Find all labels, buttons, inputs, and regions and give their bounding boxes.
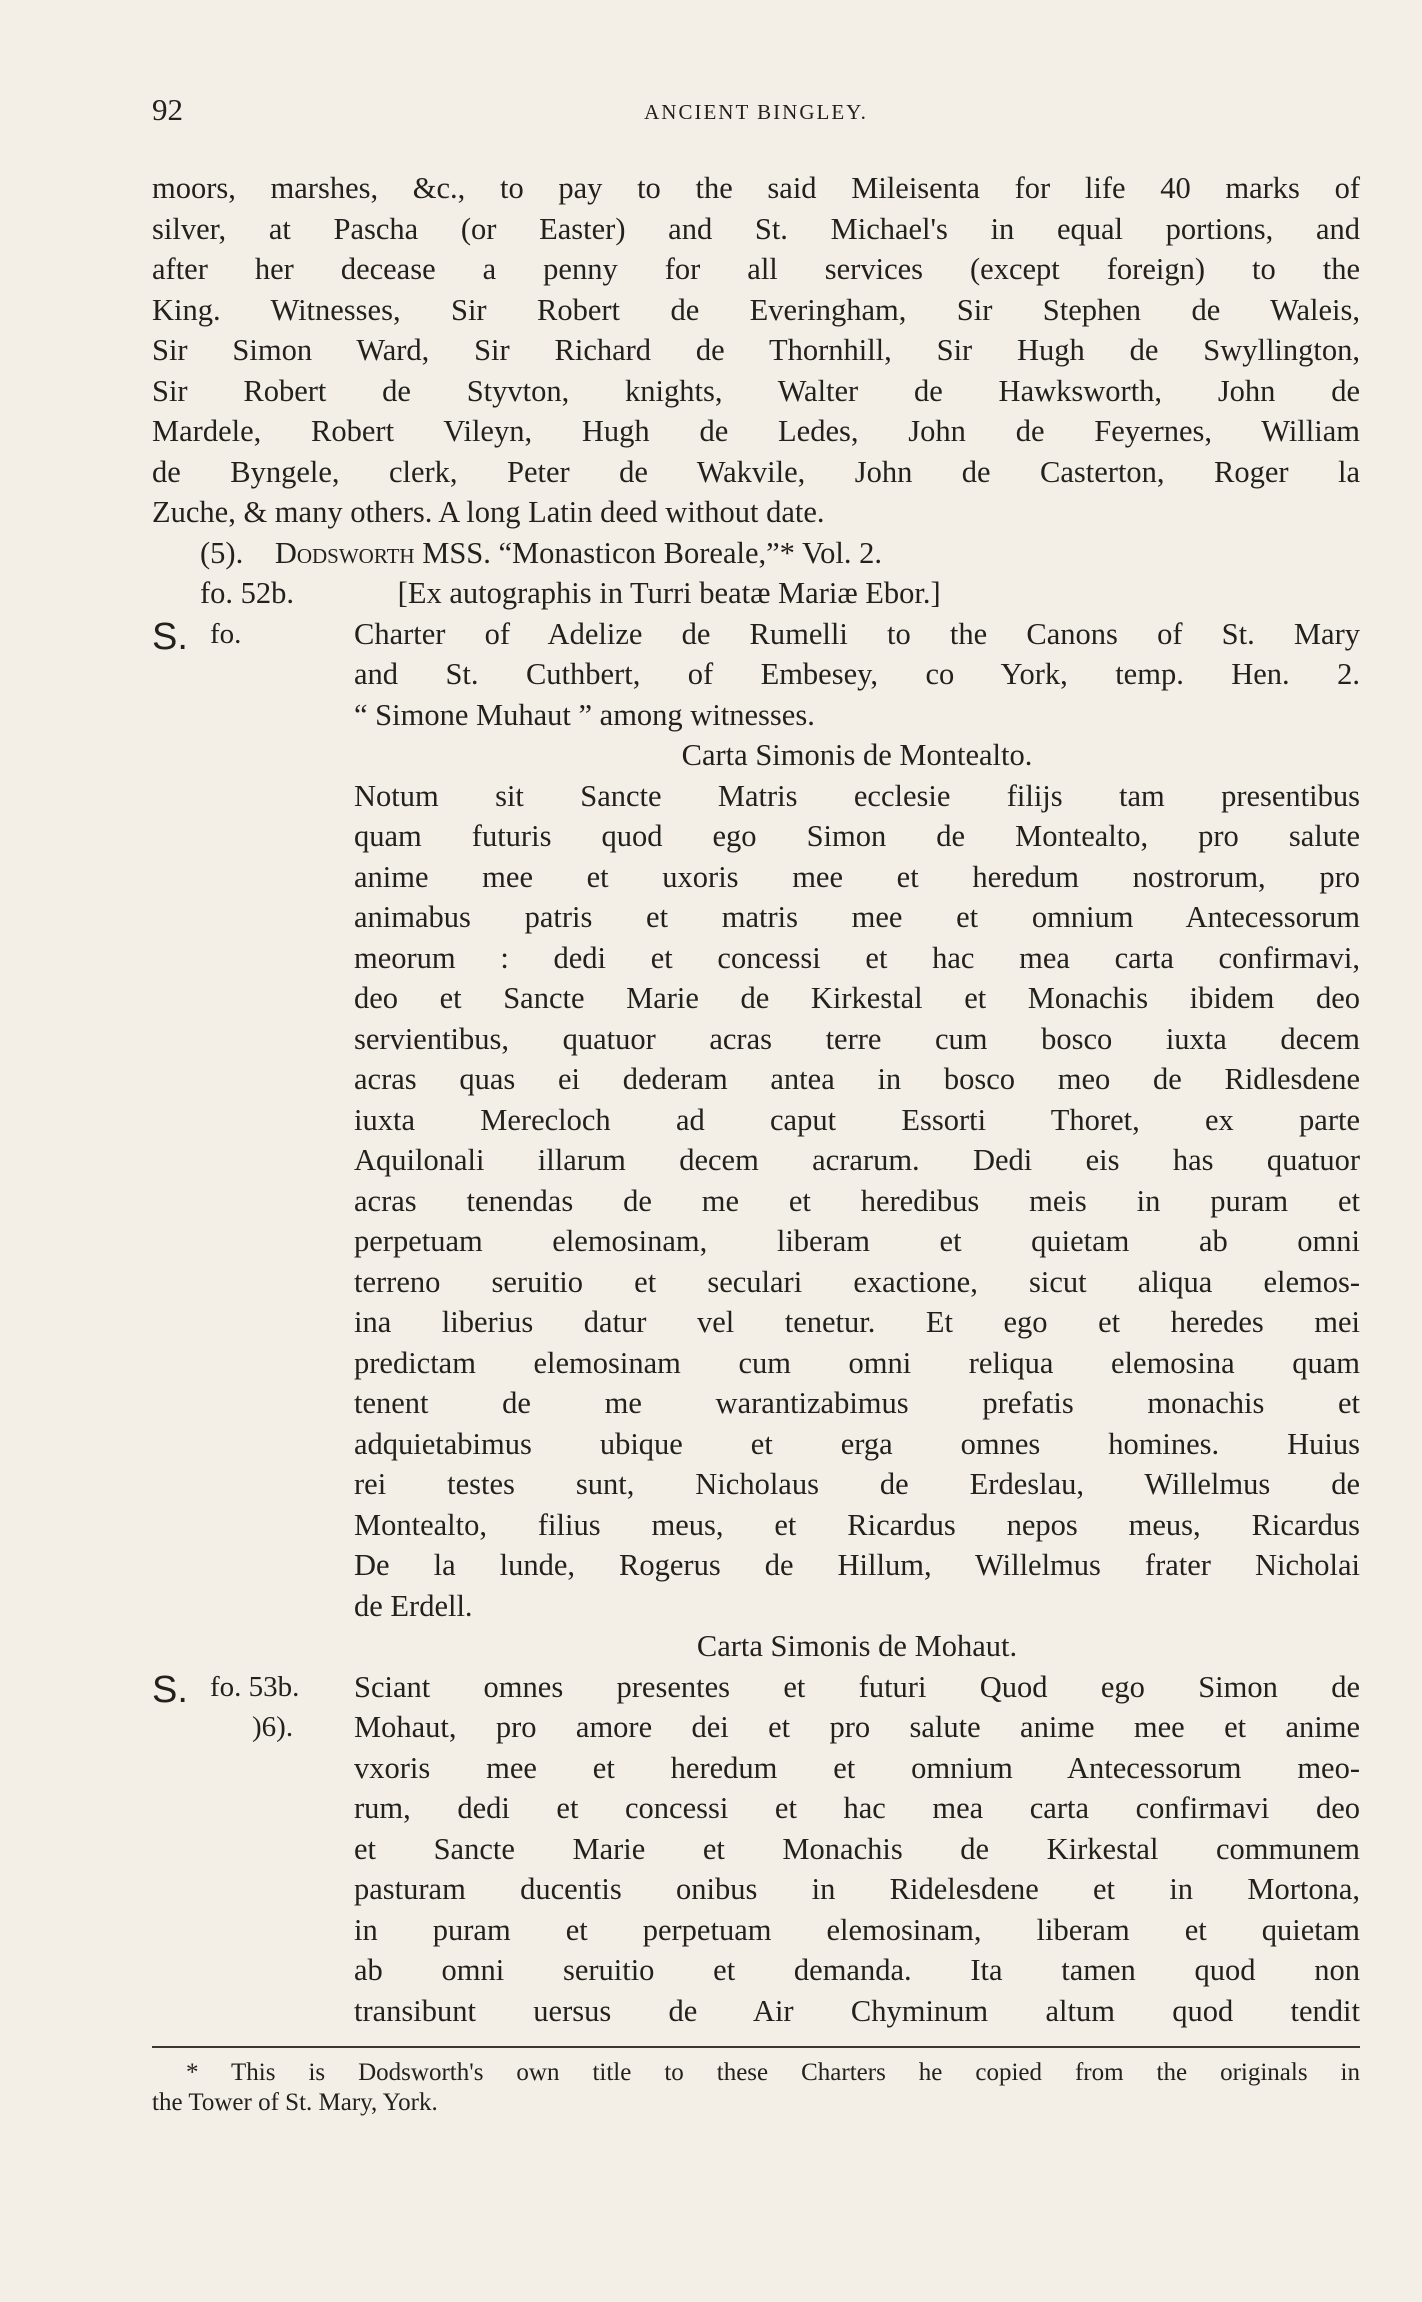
entry1-title: Carta Simonis de Montealto.	[681, 738, 1033, 772]
text-line: ina liberius datur vel tenetur. Et ego et heredes mei	[354, 1305, 1360, 1339]
text-line: deo et Sancte Marie de Kirkestal et Monachis ibidem deo	[354, 981, 1360, 1015]
text-line: Sir Simon Ward, Sir Richard de Thornhill, Sir Hugh de Swyllington,	[152, 333, 1360, 367]
entry2-margin-mark: S.	[152, 1668, 188, 1711]
text-line: iuxta Merecloch ad caput Essorti Thoret, ex parte	[354, 1102, 1360, 1137]
text-line: De la lunde, Rogerus de Hillum, Willelmus frater Nicholai	[354, 1548, 1360, 1582]
source-number: (5).	[200, 535, 244, 570]
text-line: vxoris mee et heredum et omnium Antecessorum meo-	[354, 1750, 1360, 1785]
page-number: 92	[152, 92, 183, 127]
page-header	[152, 92, 1360, 132]
text-line: King. Witnesses, Sir Robert de Everingham, Sir Stephen de Waleis,	[152, 292, 1360, 327]
entry1-summary-last: “ Simone Muhaut ” among witnesses.	[354, 697, 815, 732]
text-line: acras quas ei dederam antea in bosco meo de Ridlesdene	[354, 1062, 1360, 1096]
text-line: Sir Robert de Styvton, knights, Walter de Hawksworth, John de	[152, 373, 1360, 408]
text-line: perpetuam elemosinam, liberam et quietam ab omni	[354, 1224, 1360, 1258]
entry1-content	[354, 614, 1360, 1627]
text-line: terreno seruitio et seculari exactione, sicut aliqua elemos-	[354, 1264, 1360, 1299]
entry1-last-line: de Erdell.	[354, 1588, 473, 1623]
footnote-divider	[152, 2046, 1360, 2048]
text-line: Aquilonali illarum decem acrarum. Dedi eis has quatuor	[354, 1143, 1360, 1177]
footnote	[152, 2058, 1360, 2118]
entry2-number: )6).	[252, 1711, 294, 1743]
entry2-folio: fo. 53b.	[210, 1670, 300, 1703]
source-line	[152, 533, 1360, 574]
footnote-text-1: This is Dodsworth's own title to these Charters he copied from the originals in	[231, 2059, 1360, 2086]
entry2-title: Carta Simonis de Mohaut.	[696, 1629, 1018, 1663]
source-note: [Ex autographis in Turri beatæ Mariæ Ebor.]	[397, 576, 941, 610]
text-line: anime mee et uxoris mee et heredum nostrorum, pro	[354, 859, 1360, 894]
text-line: silver, at Pascha (or Easter) and St. Michael's in equal portions, and	[152, 211, 1360, 246]
text-line: de Byngele, clerk, Peter de Wakvile, John de Casterton, Roger la	[152, 454, 1360, 489]
summary-line: and St. Cuthbert, of Embesey, co York, temp. Hen. 2.	[354, 657, 1360, 691]
entry-charter-mohaut	[152, 1667, 1360, 2032]
footnote-line-2: the Tower of St. Mary, York.	[152, 2089, 438, 2116]
entry1-margin-mark: S.	[152, 615, 188, 658]
source-note-line	[152, 573, 1360, 614]
text-line: et Sancte Marie et Monachis de Kirkestal communem	[354, 1831, 1360, 1866]
summary-line: Charter of Adelize de Rumelli to the Canons of St. Mary	[354, 616, 1360, 651]
text-line: in puram et perpetuam elemosinam, liberam et quietam	[354, 1912, 1360, 1947]
entry2-margin	[152, 1667, 354, 2032]
text-line: Sciant omnes presentes et futuri Quod ego Simon de	[354, 1669, 1360, 1704]
entry1-text	[354, 776, 1360, 1586]
text-line: servientibus, quatuor acras terre cum bosco iuxta decem	[354, 1021, 1360, 1056]
entry1-summary	[354, 614, 1360, 695]
footnote-mark: *	[186, 2059, 199, 2086]
text-line: adquietabimus ubique et erga omnes homines. Huius	[354, 1426, 1360, 1461]
text-line: Mohaut, pro amore dei et pro salute anime mee et anime	[354, 1710, 1360, 1744]
text-line: after her decease a penny for all services (except foreign) to the	[152, 252, 1360, 286]
intro-paragraph	[152, 168, 1360, 492]
text-line: ab omni seruitio et demanda. Ita tamen quod non	[354, 1953, 1360, 1987]
entry1-folio: fo.	[210, 617, 242, 650]
text-line: pasturam ducentis onibus in Ridelesdene et in Mortona,	[354, 1872, 1360, 1906]
source-title: MSS. “Monasticon Boreale,”* Vol. 2.	[422, 535, 882, 570]
text-line: Notum sit Sancte Matris ecclesie filijs tam presentibus	[354, 778, 1360, 813]
text-line: moors, marshes, &c., to pay to the said Mileisenta for life 40 marks of	[152, 171, 1360, 205]
text-line: predictam elemosinam cum omni reliqua elemosina quam	[354, 1345, 1360, 1380]
body-text	[152, 168, 1360, 2031]
text-line: rei testes sunt, Nicholaus de Erdeslau, Willelmus de	[354, 1467, 1360, 1501]
text-line: quam futuris quod ego Simon de Montealto, pro salute	[354, 819, 1360, 853]
running-head: ANCIENT BINGLEY.	[644, 100, 868, 124]
text-line: acras tenendas de me et heredibus meis in puram et	[354, 1183, 1360, 1218]
text-line: Montealto, filius meus, et Ricardus nepos meus, Ricardus	[354, 1507, 1360, 1542]
entry-charter-montealto	[152, 614, 1360, 1627]
text-line: Mardele, Robert Vileyn, Hugh de Ledes, John de Feyernes, William	[152, 414, 1360, 448]
text-line: animabus patris et matris mee et omnium Antecessorum	[354, 900, 1360, 934]
intro-last-line: Zuche, & many others. A long Latin deed without date.	[152, 495, 825, 529]
text-line: rum, dedi et concessi et hac mea carta confirmavi deo	[354, 1791, 1360, 1825]
text-line: tenent de me warantizabimus prefatis monachis et	[354, 1386, 1360, 1420]
entry1-margin	[152, 614, 354, 1627]
source-folio: fo. 52b.	[200, 576, 295, 610]
source-author: Dodsworth	[274, 535, 415, 570]
text-line: transibunt uersus de Air Chyminum altum quod tendit	[354, 1993, 1360, 2028]
footnote-line-1	[152, 2058, 1360, 2088]
entry2-text	[354, 1667, 1360, 2032]
text-line: meorum : dedi et concessi et hac mea carta confirmavi,	[354, 940, 1360, 975]
